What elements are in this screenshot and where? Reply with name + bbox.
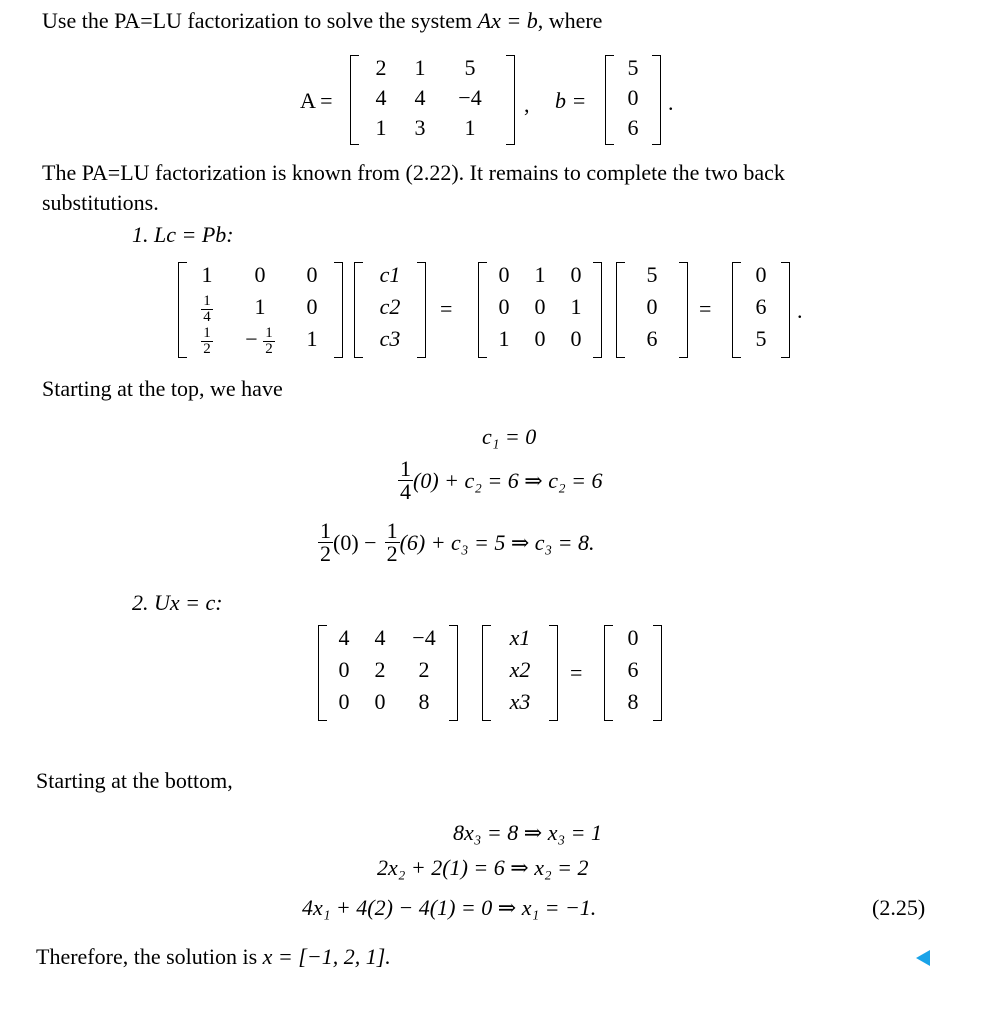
intro-equation: Ax = b: [477, 8, 538, 33]
vector-b-cell: 6: [627, 115, 639, 140]
matrix-u-cell: 4: [338, 625, 350, 650]
conclusion-equation: x = [−1, 2, 1].: [262, 944, 391, 969]
period: .: [668, 90, 674, 115]
matrix-a-cell: 2: [375, 55, 387, 80]
vector-c-step2-cell: 6: [627, 657, 639, 682]
matrix-p-cell: 1: [498, 326, 510, 351]
matrix-u-cell: 8: [418, 689, 430, 714]
paragraph-1-line-2: substitutions.: [42, 190, 159, 215]
matrix-p-cell: 0: [498, 262, 510, 287]
matrix-u-cell: 0: [338, 657, 350, 682]
matrix-l-cell: 0: [306, 294, 318, 319]
matrix-a-cell: −4: [458, 85, 482, 110]
forward-line-3: $\frac{1}{2}$ (0) − $\frac{1}{2}$ (6) + c₃ = 5 ⇒ c₃ = 8.: [320, 518, 595, 566]
paragraph-3: Starting at the bottom,: [36, 768, 233, 793]
vector-x: [482, 625, 558, 721]
vector-c-cell: c1: [379, 262, 401, 287]
equals-sign: =: [440, 296, 453, 321]
vector-b-step1-cell: 0: [646, 294, 658, 319]
back-line-1: 8x₃ = 8 ⇒ x₃ = 1: [453, 820, 602, 845]
matrix-p-cell: 0: [570, 262, 582, 287]
vector-pb: [732, 262, 790, 358]
matrix-a-cell: 1: [375, 115, 387, 140]
vector-b-step1-cell: 5: [646, 262, 658, 287]
matrix-p: [478, 262, 602, 358]
matrix-l-cell: 0: [306, 262, 318, 287]
vector-b-step1: [616, 262, 688, 358]
matrix-u: [318, 625, 458, 721]
vector-pb-cell: 5: [755, 326, 767, 351]
intro-line: [42, 8, 602, 34]
matrix-a-cell: 4: [375, 85, 387, 110]
matrix-u-cell: 2: [374, 657, 386, 682]
intro-lead: Use the PA=LU factorization to solve the system: [42, 8, 473, 33]
equals-sign: =: [570, 660, 583, 685]
conclusion-lead: Therefore, the solution is: [36, 944, 258, 969]
paragraph-2: Starting at the top, we have: [42, 376, 283, 401]
matrix-u-cell: −4: [412, 625, 436, 650]
matrix-a-cell: 1: [464, 115, 476, 140]
forward-line-1: c₁ = 0: [482, 424, 537, 449]
vector-c-step2: [604, 625, 662, 721]
vector-b-step1-cell: 6: [646, 326, 658, 351]
fraction: $\frac{1}{4}$: [400, 456, 411, 504]
matrix-p-cell: 0: [498, 294, 510, 319]
vector-pb-cell: 6: [755, 294, 767, 319]
matrix-u-cell: 0: [338, 689, 350, 714]
period: .: [797, 298, 803, 323]
vector-b-cell: 0: [627, 85, 639, 110]
fraction: $\frac{1}{2}$: [203, 325, 211, 357]
fraction: $\frac{1}{2}$: [320, 518, 331, 566]
equation-number: (2.25): [872, 895, 926, 920]
matrix-l-cell: 1: [254, 294, 266, 319]
fraction: $\frac{1}{2}$: [386, 518, 398, 566]
vector-b-cell: 5: [627, 55, 639, 80]
matrix-p-cell: 0: [534, 326, 546, 351]
paragraph-1-line-1: The PA=LU factorization is known from (2.22). It remains to complete the two back: [42, 160, 785, 185]
step-2-label: 2. Ux = c:: [132, 590, 223, 615]
matrix-a-label: A =: [300, 88, 333, 113]
matrix-l-cell: 0: [254, 262, 266, 287]
end-of-example-marker-icon: [916, 950, 930, 966]
matrix-p-cell: 1: [534, 262, 546, 287]
vector-x-cell: x1: [509, 625, 531, 650]
matrix-l-cell: 1: [306, 326, 318, 351]
intro-tail: , where: [537, 8, 603, 33]
vector-b-label: b =: [555, 88, 587, 113]
vector-x-cell: x3: [509, 689, 531, 714]
step-1-label: 1. Lc = Pb:: [132, 222, 234, 247]
vector-c: [354, 262, 426, 358]
vector-c-step2-cell: 8: [627, 689, 639, 714]
vector-b: [605, 55, 661, 145]
matrix-a-cell: 3: [414, 115, 426, 140]
vector-pb-cell: 0: [755, 262, 767, 287]
matrix-l-cell: 1: [201, 262, 213, 287]
matrix-p-cell: 0: [534, 294, 546, 319]
vector-c-cell: c2: [379, 294, 401, 319]
back-line-3: 4x₁ + 4(2) − 4(1) = 0 ⇒ x₁ = −1.: [302, 895, 597, 920]
matrix-u-cell: 2: [418, 657, 430, 682]
matrix-a-cell: 5: [464, 55, 476, 80]
matrix-l-cell: [186, 294, 228, 326]
matrix-u-cell: 4: [374, 625, 386, 650]
vector-c-cell: c3: [379, 326, 401, 351]
matrix-a-cell: 4: [414, 85, 426, 110]
fraction: $\frac{1}{2}$: [265, 325, 273, 357]
matrix-l: [178, 262, 343, 358]
matrix-p-cell: 0: [570, 326, 582, 351]
matrix-l-cell: [186, 326, 228, 358]
conclusion: [36, 944, 391, 970]
matrix-u-cell: 0: [374, 689, 386, 714]
vector-c-step2-cell: 0: [627, 625, 639, 650]
back-line-2: 2x₂ + 2(1) = 6 ⇒ x₂ = 2: [377, 855, 589, 880]
matrix-p-cell: 1: [570, 294, 582, 319]
fraction: $\frac{1}{4}$: [203, 293, 211, 325]
comma: ,: [524, 92, 530, 117]
matrix-a-cell: 1: [414, 55, 426, 80]
matrix-l-cell: − $\frac{1}{2}$: [245, 325, 273, 357]
matrix-a: [350, 55, 515, 145]
equals-sign: =: [699, 296, 712, 321]
forward-line-2: $\frac{1}{4}$ (0) + c₂ = 6 ⇒ c₂ = 6: [400, 456, 603, 504]
vector-x-cell: x2: [509, 657, 531, 682]
